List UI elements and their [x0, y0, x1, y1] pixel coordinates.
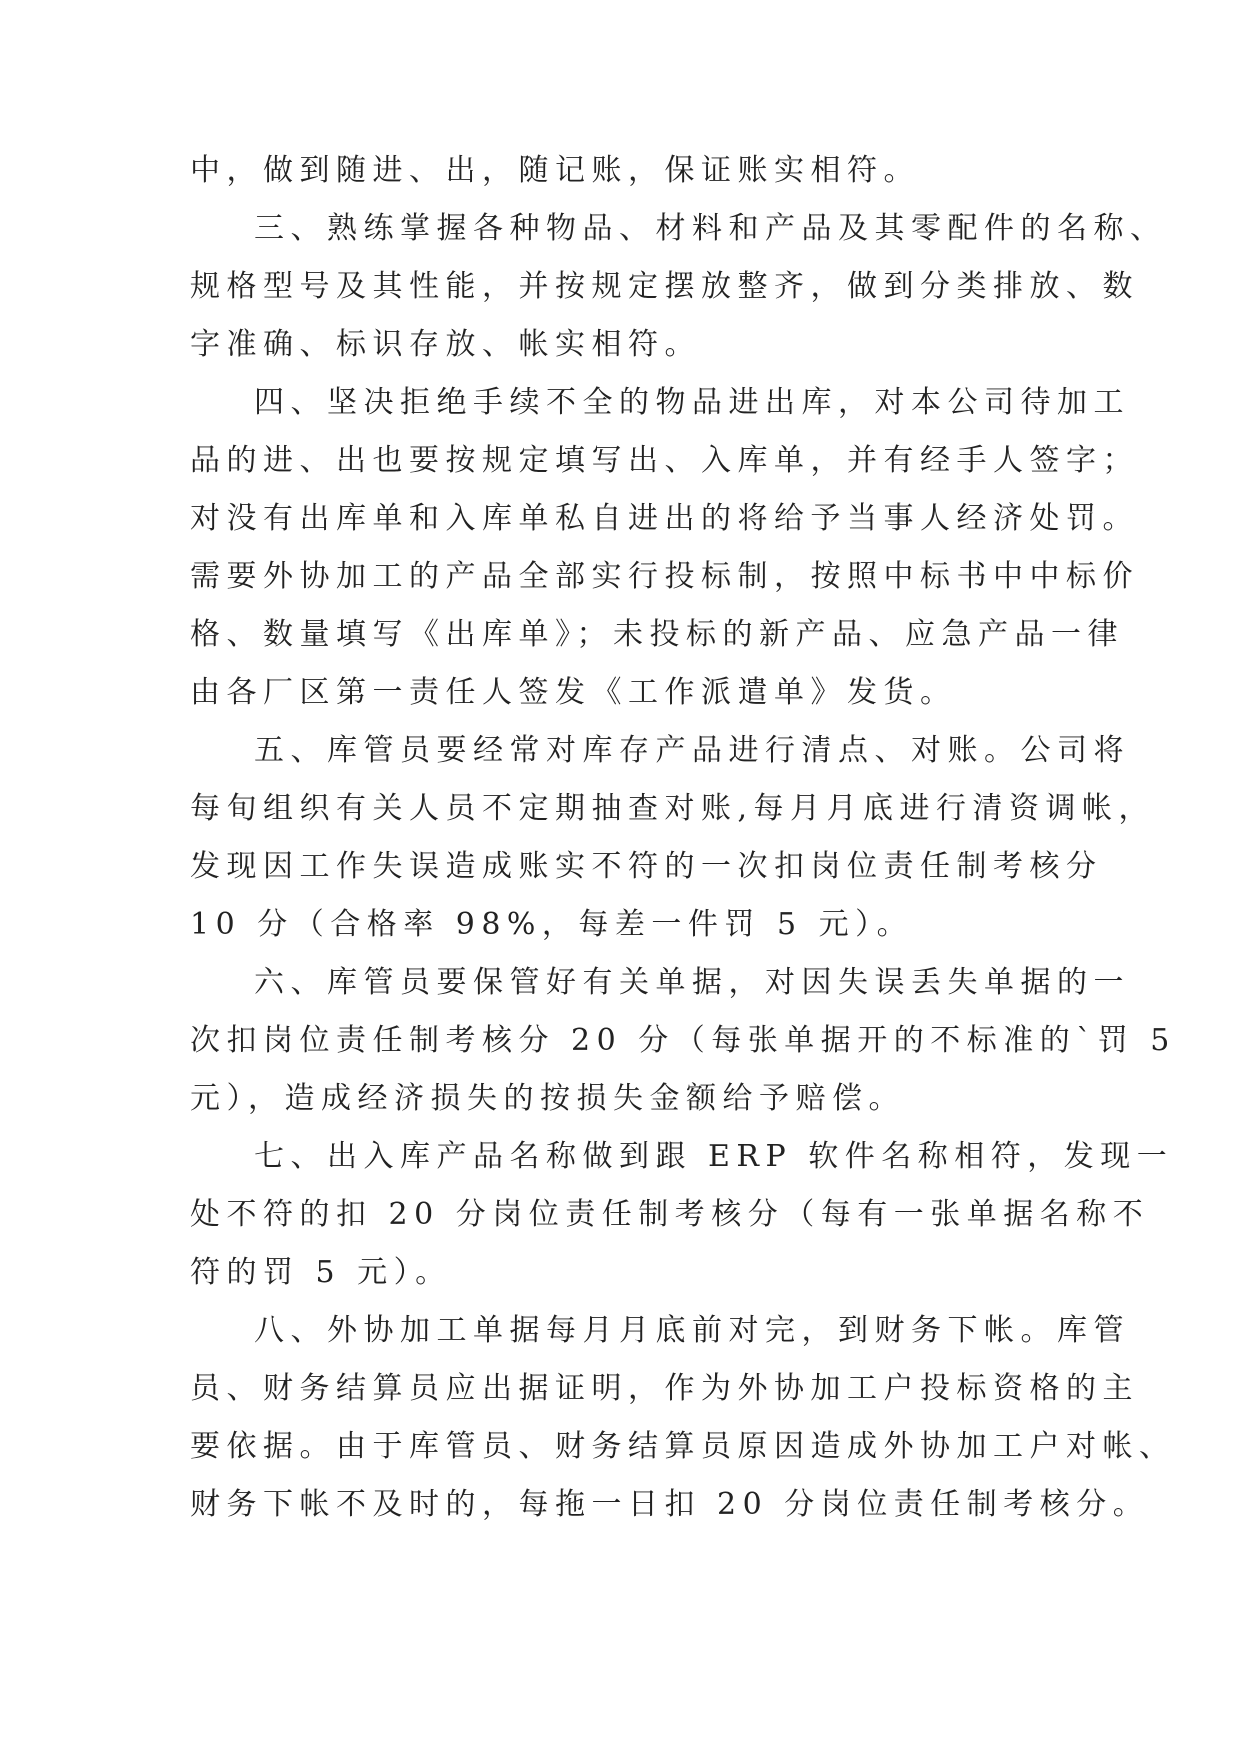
text-line: 由各厂区第一责任人签发《工作派遣单》发货。 — [190, 675, 957, 710]
text-line: 10 分（合格率 98%，每差一件罚 5 元）。 — [190, 907, 914, 942]
text-line: 规格型号及其性能，并按规定摆放整齐，做到分类排放、数 — [190, 269, 1139, 304]
text-line: 要依据。由于库管员、财务结算员原因造成外协加工户对帐、 — [190, 1429, 1176, 1464]
text-line: 字准确、标识存放、帐实相符。 — [190, 327, 701, 362]
text-line: 处不符的扣 20 分岗位责任制考核分（每有一张单据名称不 — [190, 1197, 1150, 1232]
text-line: 元），造成经济损失的按损失金额给予赔偿。 — [190, 1081, 905, 1116]
text-line: 七、出入库产品名称做到跟 ERP 软件名称相符，发现一 — [254, 1139, 1174, 1174]
text-line: 六、库管员要保管好有关单据，对因失误丢失单据的一 — [254, 965, 1130, 1000]
text-line: 员、财务结算员应出据证明，作为外协加工户投标资格的主 — [190, 1371, 1139, 1406]
text-line: 八、外协加工单据每月月底前对完，到财务下帐。库管 — [254, 1313, 1130, 1348]
text-line: 需要外协加工的产品全部实行投标制，按照中标书中中标价 — [190, 559, 1139, 594]
text-line: 品的进、出也要按规定填写出、入库单，并有经手人签字； — [190, 443, 1139, 478]
text-line: 每旬组织有关人员不定期抽查对账,每月月底进行清资调帐， — [190, 791, 1156, 826]
text-line: 格、数量填写《出库单》；未投标的新产品、应急产品一律 — [190, 617, 1124, 652]
text-line: 符的罚 5 元）。 — [190, 1255, 452, 1290]
text-line: 对没有出库单和入库单私自进出的将给予当事人经济处罚。 — [190, 501, 1139, 536]
text-line: 发现因工作失误造成账实不符的一次扣岗位责任制考核分 — [190, 849, 1103, 884]
text-line: 次扣岗位责任制考核分 20 分（每张单据开的不标准的`罚 5 — [190, 1023, 1176, 1058]
text-line: 四、坚决拒绝手续不全的物品进出库，对本公司待加工 — [254, 385, 1130, 420]
text-line: 中，做到随进、出，随记账，保证账实相符。 — [190, 153, 920, 188]
text-line: 财务下帐不及时的，每拖一日扣 20 分岗位责任制考核分。 — [190, 1487, 1150, 1522]
text-line: 五、库管员要经常对库存产品进行清点、对账。公司将 — [254, 733, 1130, 768]
text-line: 三、熟练掌握各种物品、材料和产品及其零配件的名称、 — [254, 211, 1167, 246]
